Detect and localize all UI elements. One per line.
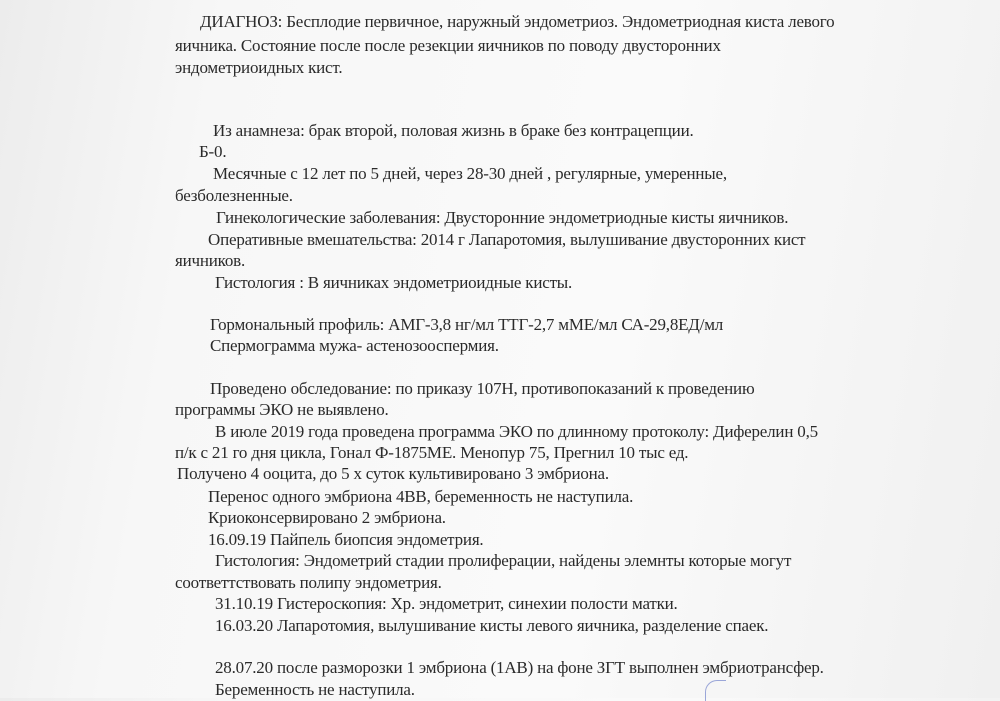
histology2-line-1: Гистология: Эндометрий стадии пролиферации, найдены элемнты которые могут (215, 551, 792, 570)
diagnosis-line-2: яичника. Состояние после после резекции яичников по поводу двусторонних (175, 36, 721, 55)
hysteroscopy-line: 31.10.19 Гистероскопия: Хр. эндометрит, синехии полости матки. (215, 594, 678, 613)
hormone-profile-line: Гормональный профиль: АМГ-3,8 нг/мл ТТГ-2,7 мМЕ/мл СА-29,8ЕД/мл (210, 315, 724, 334)
diagnosis-line-3: эндометриоидных кист. (175, 58, 343, 77)
examination-line-1: Проведено обследование: по приказу 107Н, противопоказаний к проведению (210, 379, 755, 398)
surgery-line-2: яичников. (175, 251, 246, 270)
menses-line-1: Месячные с 12 лет по 5 дней, через 28-30 дней , регулярные, умеренные, (213, 164, 727, 183)
oocytes-line: Получено 4 ооцита, до 5 х суток культивировано 3 эмбриона. (177, 464, 609, 483)
surgery-line-1: Оперативные вмешательства: 2014 г Лапаротомия, вылушивание двусторонних кист (208, 230, 806, 249)
biopsy-line: 16.09.19 Пайпель биопсия эндометрия. (208, 530, 484, 549)
births-line: Б-0. (199, 142, 227, 161)
result-line: Беременность не наступила. (215, 680, 415, 699)
spermogram-line: Спермограмма мужа- астенозооспермия. (210, 336, 499, 355)
histology2-line-2: соответтствовать полипу эндометрия. (175, 573, 442, 592)
diagnosis-line-1: ДИАГНОЗ: Бесплодие первичное, наружный эндометриоз. Эндометриодная киста левого (200, 12, 835, 31)
ivf-line-2: п/к с 21 го дня цикла, Гонал Ф-1875МЕ. Менопур 75, Прегнил 10 тыс ед. (175, 443, 689, 462)
cryo-transfer-line: 28.07.20 после разморозки 1 эмбриона (1АВ) на фоне ЗГТ выполнен эмбриотрансфер. (215, 658, 824, 677)
examination-line-2: программы ЭКО не выявлено. (175, 400, 389, 419)
gyn-diseases-line: Гинекологические заболевания: Двусторонние эндометриодные кисты яичников. (216, 208, 789, 227)
cryo-line: Криоконсервировано 2 эмбриона. (208, 508, 446, 527)
ivf-line-1: В июле 2019 года проведена программа ЭКО по длинному протоколу: Диферелин 0,5 (215, 422, 818, 441)
laparotomy-line: 16.03.20 Лапаротомия, вылушивание кисты левого яичника, разделение спаек. (215, 616, 769, 635)
anamnesis-line: Из анамнеза: брак второй, половая жизнь в браке без контрацепции. (213, 121, 694, 140)
histology-line: Гистология : В яичниках эндометриоидные кисты. (215, 273, 573, 292)
menses-line-2: безболезненные. (175, 186, 293, 205)
transfer-line: Перенос одного эмбриона 4ВВ, беременность не наступила. (208, 487, 634, 506)
